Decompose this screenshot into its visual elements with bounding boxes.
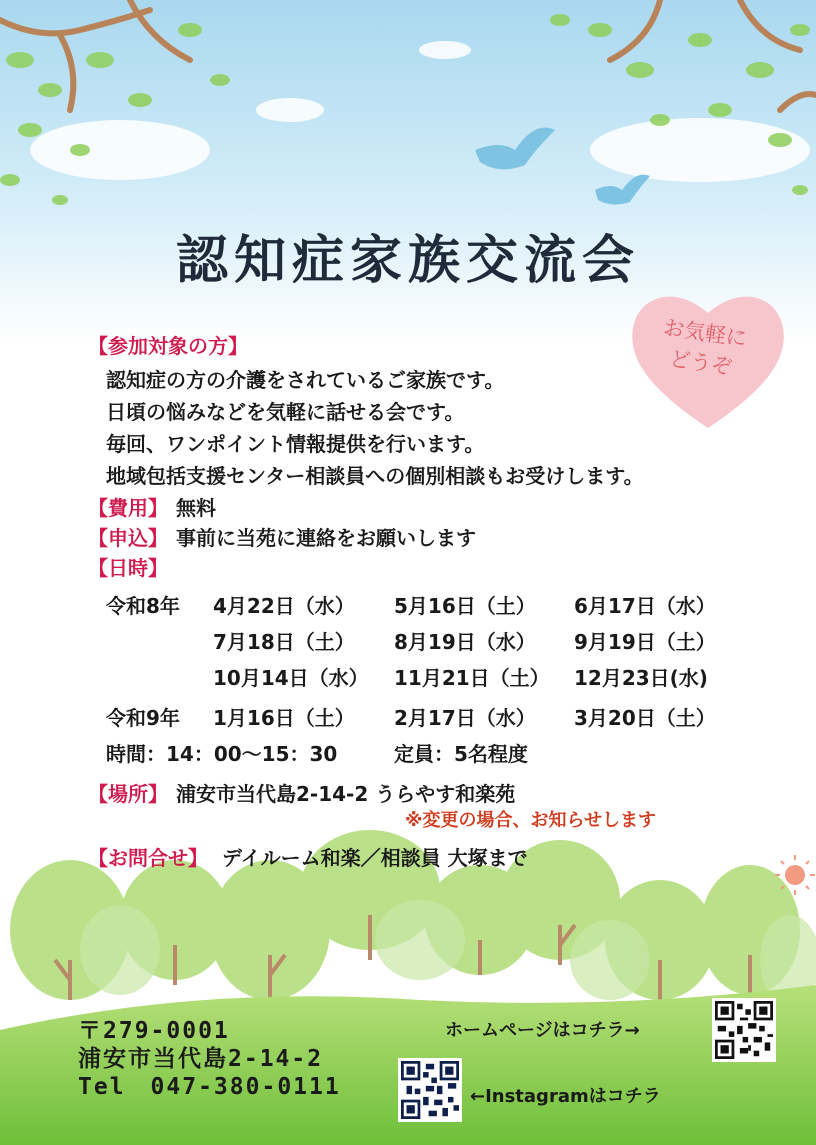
homepage-link[interactable]: ホームページはコチラ→: [445, 1020, 640, 1041]
page-title: 認知症家族交流会: [175, 231, 640, 291]
date-item: 10月14日（水）: [213, 666, 369, 690]
place-value: 浦安市当代島2-14-2 うらやす和楽苑: [176, 782, 516, 806]
datetime-heading: 【日時】: [88, 556, 168, 580]
apply-value: 事前に当苑に連絡をお願いします: [176, 526, 476, 550]
telephone: Tel 047-380-0111: [78, 1074, 341, 1100]
instagram-link[interactable]: ←Instagramはコチラ: [470, 1086, 661, 1107]
instagram-qr-code-icon[interactable]: [398, 1058, 462, 1122]
date-item: 2月17日（水）: [394, 706, 536, 730]
capacity-value: 定員：5名程度: [394, 742, 528, 766]
date-item: 3月20日（土）: [574, 706, 716, 730]
homepage-qr-code-icon[interactable]: [712, 998, 776, 1062]
year-label: 令和9年: [106, 706, 180, 730]
target-line: 毎回、ワンポイント情報提供を行います。: [106, 432, 485, 456]
apply-heading: 【申込】: [88, 526, 168, 550]
date-item: 8月19日（水）: [394, 630, 536, 654]
place-note: ※変更の場合、お知らせします: [405, 810, 656, 831]
date-item: 9月19日（土）: [574, 630, 716, 654]
target-line: 地域包括支援センター相談員への個別相談もお受けします。: [106, 464, 644, 488]
place-heading: 【場所】: [88, 782, 168, 806]
date-item: 5月16日（土）: [394, 594, 536, 618]
year-label: 令和8年: [106, 594, 180, 618]
date-item: 1月16日（土）: [213, 706, 355, 730]
badge-line1: お気軽に: [661, 315, 749, 351]
date-item: 12月23日(水): [574, 666, 708, 690]
date-item: 6月17日（水）: [574, 594, 716, 618]
time-value: 時間：14：00～15：30: [106, 742, 338, 766]
fee-value: 無料: [176, 496, 216, 520]
fee-heading: 【費用】: [88, 496, 168, 520]
target-line: 日頃の悩みなどを気軽に話せる会です。: [106, 400, 465, 424]
date-item: 11月21日（土）: [394, 666, 550, 690]
street-address: 浦安市当代島2-14-2: [78, 1046, 324, 1072]
date-item: 4月22日（水）: [213, 594, 355, 618]
postal-code: 〒279-0001: [78, 1018, 230, 1044]
target-heading: 【参加対象の方】: [88, 334, 248, 358]
contact-value: デイルーム和楽／相談員 大塚まで: [222, 846, 528, 870]
target-line: 認知症の方の介護をされているご家族です。: [106, 368, 505, 392]
date-item: 7月18日（土）: [213, 630, 355, 654]
contact-heading: 【お問合せ】: [88, 846, 208, 870]
badge-line2: どうぞ: [668, 346, 734, 380]
